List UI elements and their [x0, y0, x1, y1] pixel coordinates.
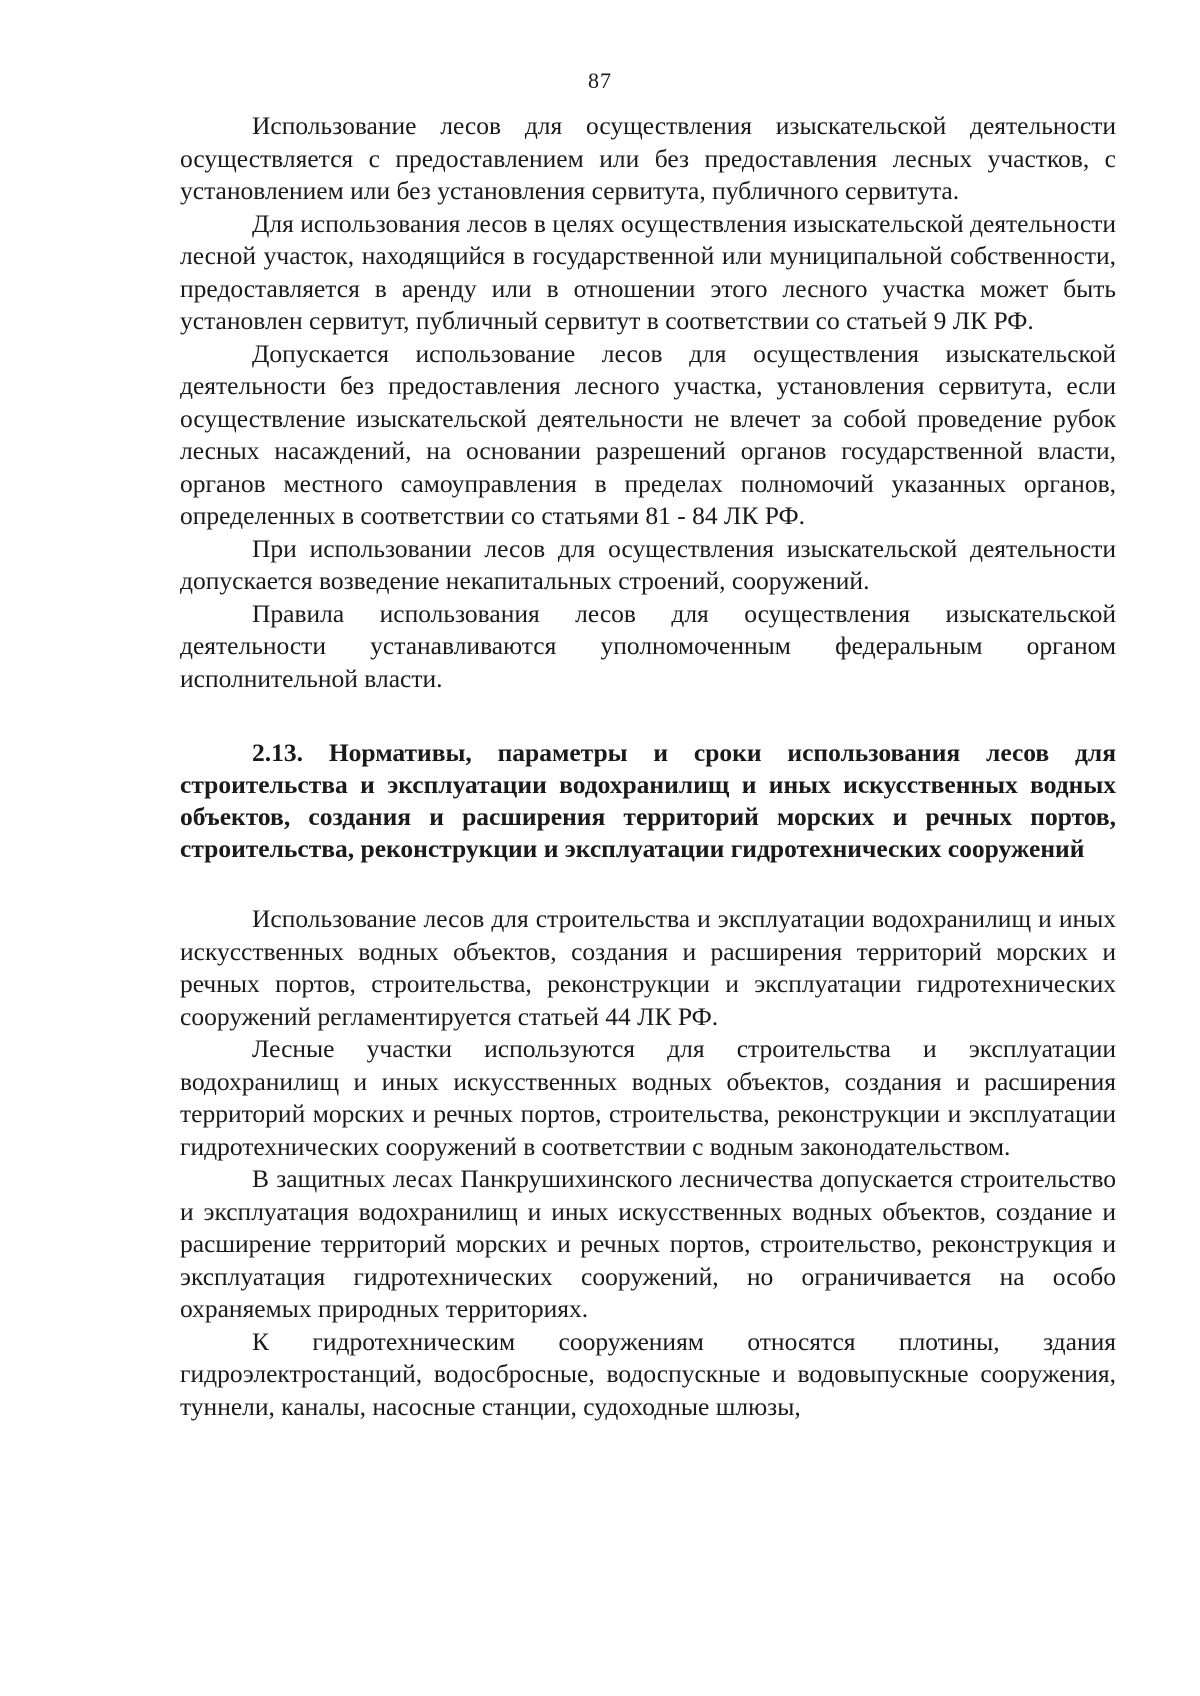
- section-spacer: [180, 865, 1116, 903]
- paragraph: Использование лесов для строительства и эксплуатации водохранилищ и иных искусственных водных объектов, создания и расширения территорий морских и речных портов, строительства, реконструкции и эксплуатации гидротехнических сооружений регламентируется статьей 44 ЛК РФ.: [180, 904, 1116, 1031]
- paragraph: При использовании лесов для осуществления изыскательской деятельности допускается возведение некапитальных строений, сооружений.: [180, 533, 1116, 595]
- paragraph: Для использования лесов в целях осуществления изыскательской деятельности лесной участок, находящийся в государственной или муниципальной собственности, предоставляется в аренду или в отношении этого лесного участка может быть установлен сервитут, публичный сервитут в соответствии со статьей 9 ЛК РФ.: [180, 208, 1116, 335]
- paragraph: Использование лесов для осуществления изыскательской деятельности осуществляется с предоставлением или без предоставления лесных участков, с установлением или без установления сервитута, публичного сервитута.: [180, 111, 1116, 205]
- page-number: 87: [588, 68, 612, 93]
- paragraph: Лесные участки используются для строительства и эксплуатации водохранилищ и иных искусственных водных объектов, создания и расширения территорий морских и речных портов, строительства, реконструкции и эксплуатации гидротехнических сооружений в соответствии с водным законодательством.: [180, 1034, 1116, 1161]
- paragraph: В защитных лесах Панкрушихинского лесничества допускается строительство и эксплуатация водохранилищ и иных искусственных водных объектов, создание и расширение территорий морских и речных портов, строительство, реконструкция и эксплуатация гидротехнических сооружений, но ограничивается на особо охраняемых природных территориях.: [180, 1164, 1116, 1323]
- paragraph: Допускается использование лесов для осуществления изыскательской деятельности без предоставления лесного участка, установления сервитута, если осуществление изыскательской деятельности не влечет за собой проведение рубок лесных насаждений, на основании разрешений органов государственной власти, органов местного самоуправления в пределах полномочий указанных органов, определенных в соответствии со статьями 81 - 84 ЛК РФ.: [180, 338, 1116, 530]
- document-body: [180, 110, 1116, 1423]
- section-heading: 2.13. Нормативы, параметры и сроки использования лесов для строительства и эксплуатации водохранилищ и иных искусственных водных объектов, создания и расширения территорий морских и речных портов, строительства, реконструкции и эксплуатации гидротехнических сооружений: [180, 738, 1116, 863]
- paragraph: Правила использования лесов для осуществления изыскательской деятельности устанавливаются уполномоченным федеральным органом исполнительной власти.: [180, 598, 1116, 693]
- paragraph: К гидротехническим сооружениям относятся плотины, здания гидроэлектростанций, водосбросные, водоспускные и водовыпускные сооружения, туннели, каналы, насосные станции, судоходные шлюзы,: [180, 1326, 1116, 1421]
